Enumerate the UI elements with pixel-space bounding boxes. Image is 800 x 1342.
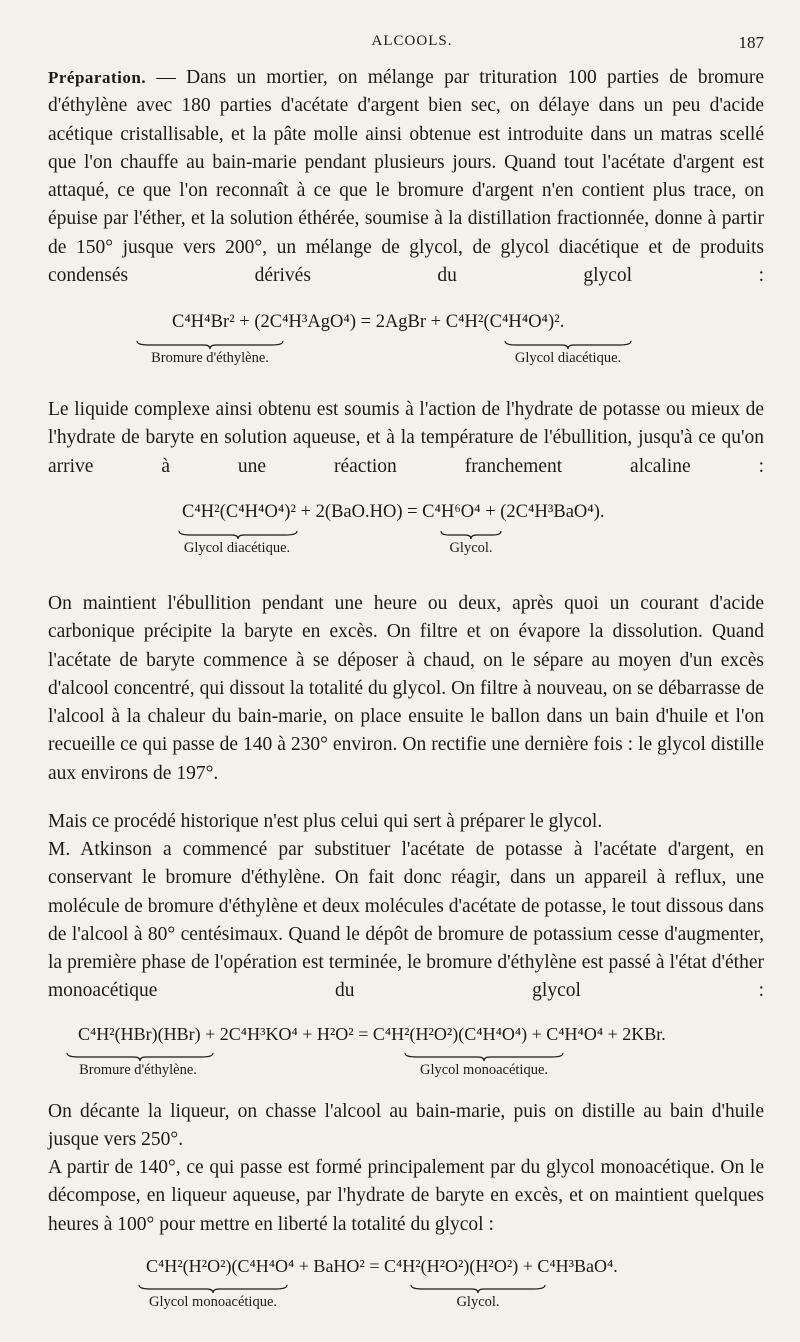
page-header xyxy=(60,33,764,57)
brace-mark xyxy=(410,1284,546,1294)
page-number: 187 xyxy=(738,33,764,52)
brace-mark xyxy=(404,1052,564,1062)
equation-label: Glycol diacétique. xyxy=(514,350,622,366)
paragraph-body: — Dans un mortier, on mélange par trituration 100 parties de bromure d'éthylène avec 180 parties d'acétate d'argent bien sec, on délaye dans un peu d'acide acétique cristallisable, et la pâte molle ainsi obtenue est introduite dans un matras scellé que l'on chauffe au bain-marie pendant plusieurs jours. Quand tout l'acétate d'argent est attaqué, ce que l'on reconnaît à ce que le bromure d'argent n'en contient plus trace, on épuise par l'éther, et la solution éthérée, soumise à la distillation fractionnée, donne à partir de 150° jusque vers 200°, un mélange de glycol, de glycol diacétique et de produits condensés dérivés du glycol : xyxy=(48,67,764,287)
equation-label: Glycol diacétique. xyxy=(183,540,291,556)
equation-label: Glycol. xyxy=(449,540,493,556)
equation-formula: C⁴H²(H²O²)(C⁴H⁴O⁴ + BaHO² = C⁴H²(H²O²)(H²O²) + C⁴H³BaO⁴. xyxy=(146,1256,618,1276)
paragraph-5: M. Atkinson a commencé par substituer l'acétate de potasse à l'acétate d'argent, en conservant le bromure d'éthylène. On fait donc réagir, dans un appareil à reflux, une molécule de bromure d'éthylène et deux molécules d'acétate de potasse, le tout dissous dans de l'alcool à 80° centésimaux. Quand le dépôt de bromure de potassium cesse d'augmenter, la première phase de l'opération est terminée, le bromure d'éthylène est passé à l'état d'éther monoacétique du glycol : xyxy=(48,839,764,1002)
equation-label: Glycol. xyxy=(456,1294,500,1310)
equation-label: Bromure d'éthylène. xyxy=(151,350,269,366)
section-lead: Préparation. xyxy=(48,68,147,87)
equation-formula: C⁴H²(HBr)(HBr) + 2C⁴H³KO⁴ + H²O² = C⁴H²(H²O²)(C⁴H⁴O⁴) + C⁴H⁴O⁴ + 2KBr. xyxy=(78,1024,666,1044)
brace-mark xyxy=(66,1052,214,1062)
equation-label: Glycol monoacétique. xyxy=(148,1294,278,1310)
paragraph-2: Le liquide complexe ainsi obtenu est soumis à l'action de l'hydrate de potasse ou mieux de l'hydrate de baryte en solution aqueuse, et à la température de l'ébullition, jusqu'à ce qu'on arrive à une réaction franchement alcaline : xyxy=(48,399,764,477)
paragraph-6: On décante la liqueur, on chasse l'alcool au bain-marie, puis on distille au bain d'huile jusque vers 250°. xyxy=(48,1101,764,1151)
paragraph-3: On maintient l'ébullition pendant une heure ou deux, après quoi un courant d'acide carbonique précipite la baryte en excès. On filtre et on évapore la dissolution. Quand l'acétate de baryte commence à se déposer à chaud, on le sépare au moyen d'un excès d'alcool concentré, qui dissout la totalité du glycol. On filtre à nouveau, on se débarrasse de l'alcool à la chaleur du bain-marie, on place ensuite le ballon dans un bain d'huile et l'on recueille ce qui passe de 140 à 230° environ. On rectifie une dernière fois : le glycol distille aux environs de 197°. xyxy=(48,593,764,784)
paragraph-preparation xyxy=(48,64,764,290)
running-title: ALCOOLS. xyxy=(371,33,453,49)
equation-label: Bromure d'éthylène. xyxy=(79,1062,197,1078)
paragraph-7: A partir de 140°, ce qui passe est formé principalement par du glycol monoacétique. On le décompose, en liqueur aqueuse, par l'hydrate de baryte en excès, et on maintient quelques heures à 100° pour mettre en liberté la totalité du glycol : xyxy=(48,1157,764,1235)
brace-mark xyxy=(440,530,502,540)
paragraph-4: Mais ce procédé historique n'est plus celui qui sert à préparer le glycol. xyxy=(48,811,603,832)
equation-label: Glycol monoacétique. xyxy=(419,1062,549,1078)
brace-mark xyxy=(504,340,632,350)
equation-formula: C⁴H²(C⁴H⁴O⁴)² + 2(BaO.HO) = C⁴H⁶O⁴ + (2C⁴H³BaO⁴). xyxy=(182,502,605,522)
brace-mark xyxy=(178,530,298,540)
equation-formula: C⁴H⁴Br² + (2C⁴H³AgO⁴) = 2AgBr + C⁴H²(C⁴H⁴O⁴)². xyxy=(172,312,565,332)
brace-mark xyxy=(136,340,284,350)
brace-mark xyxy=(138,1284,288,1294)
